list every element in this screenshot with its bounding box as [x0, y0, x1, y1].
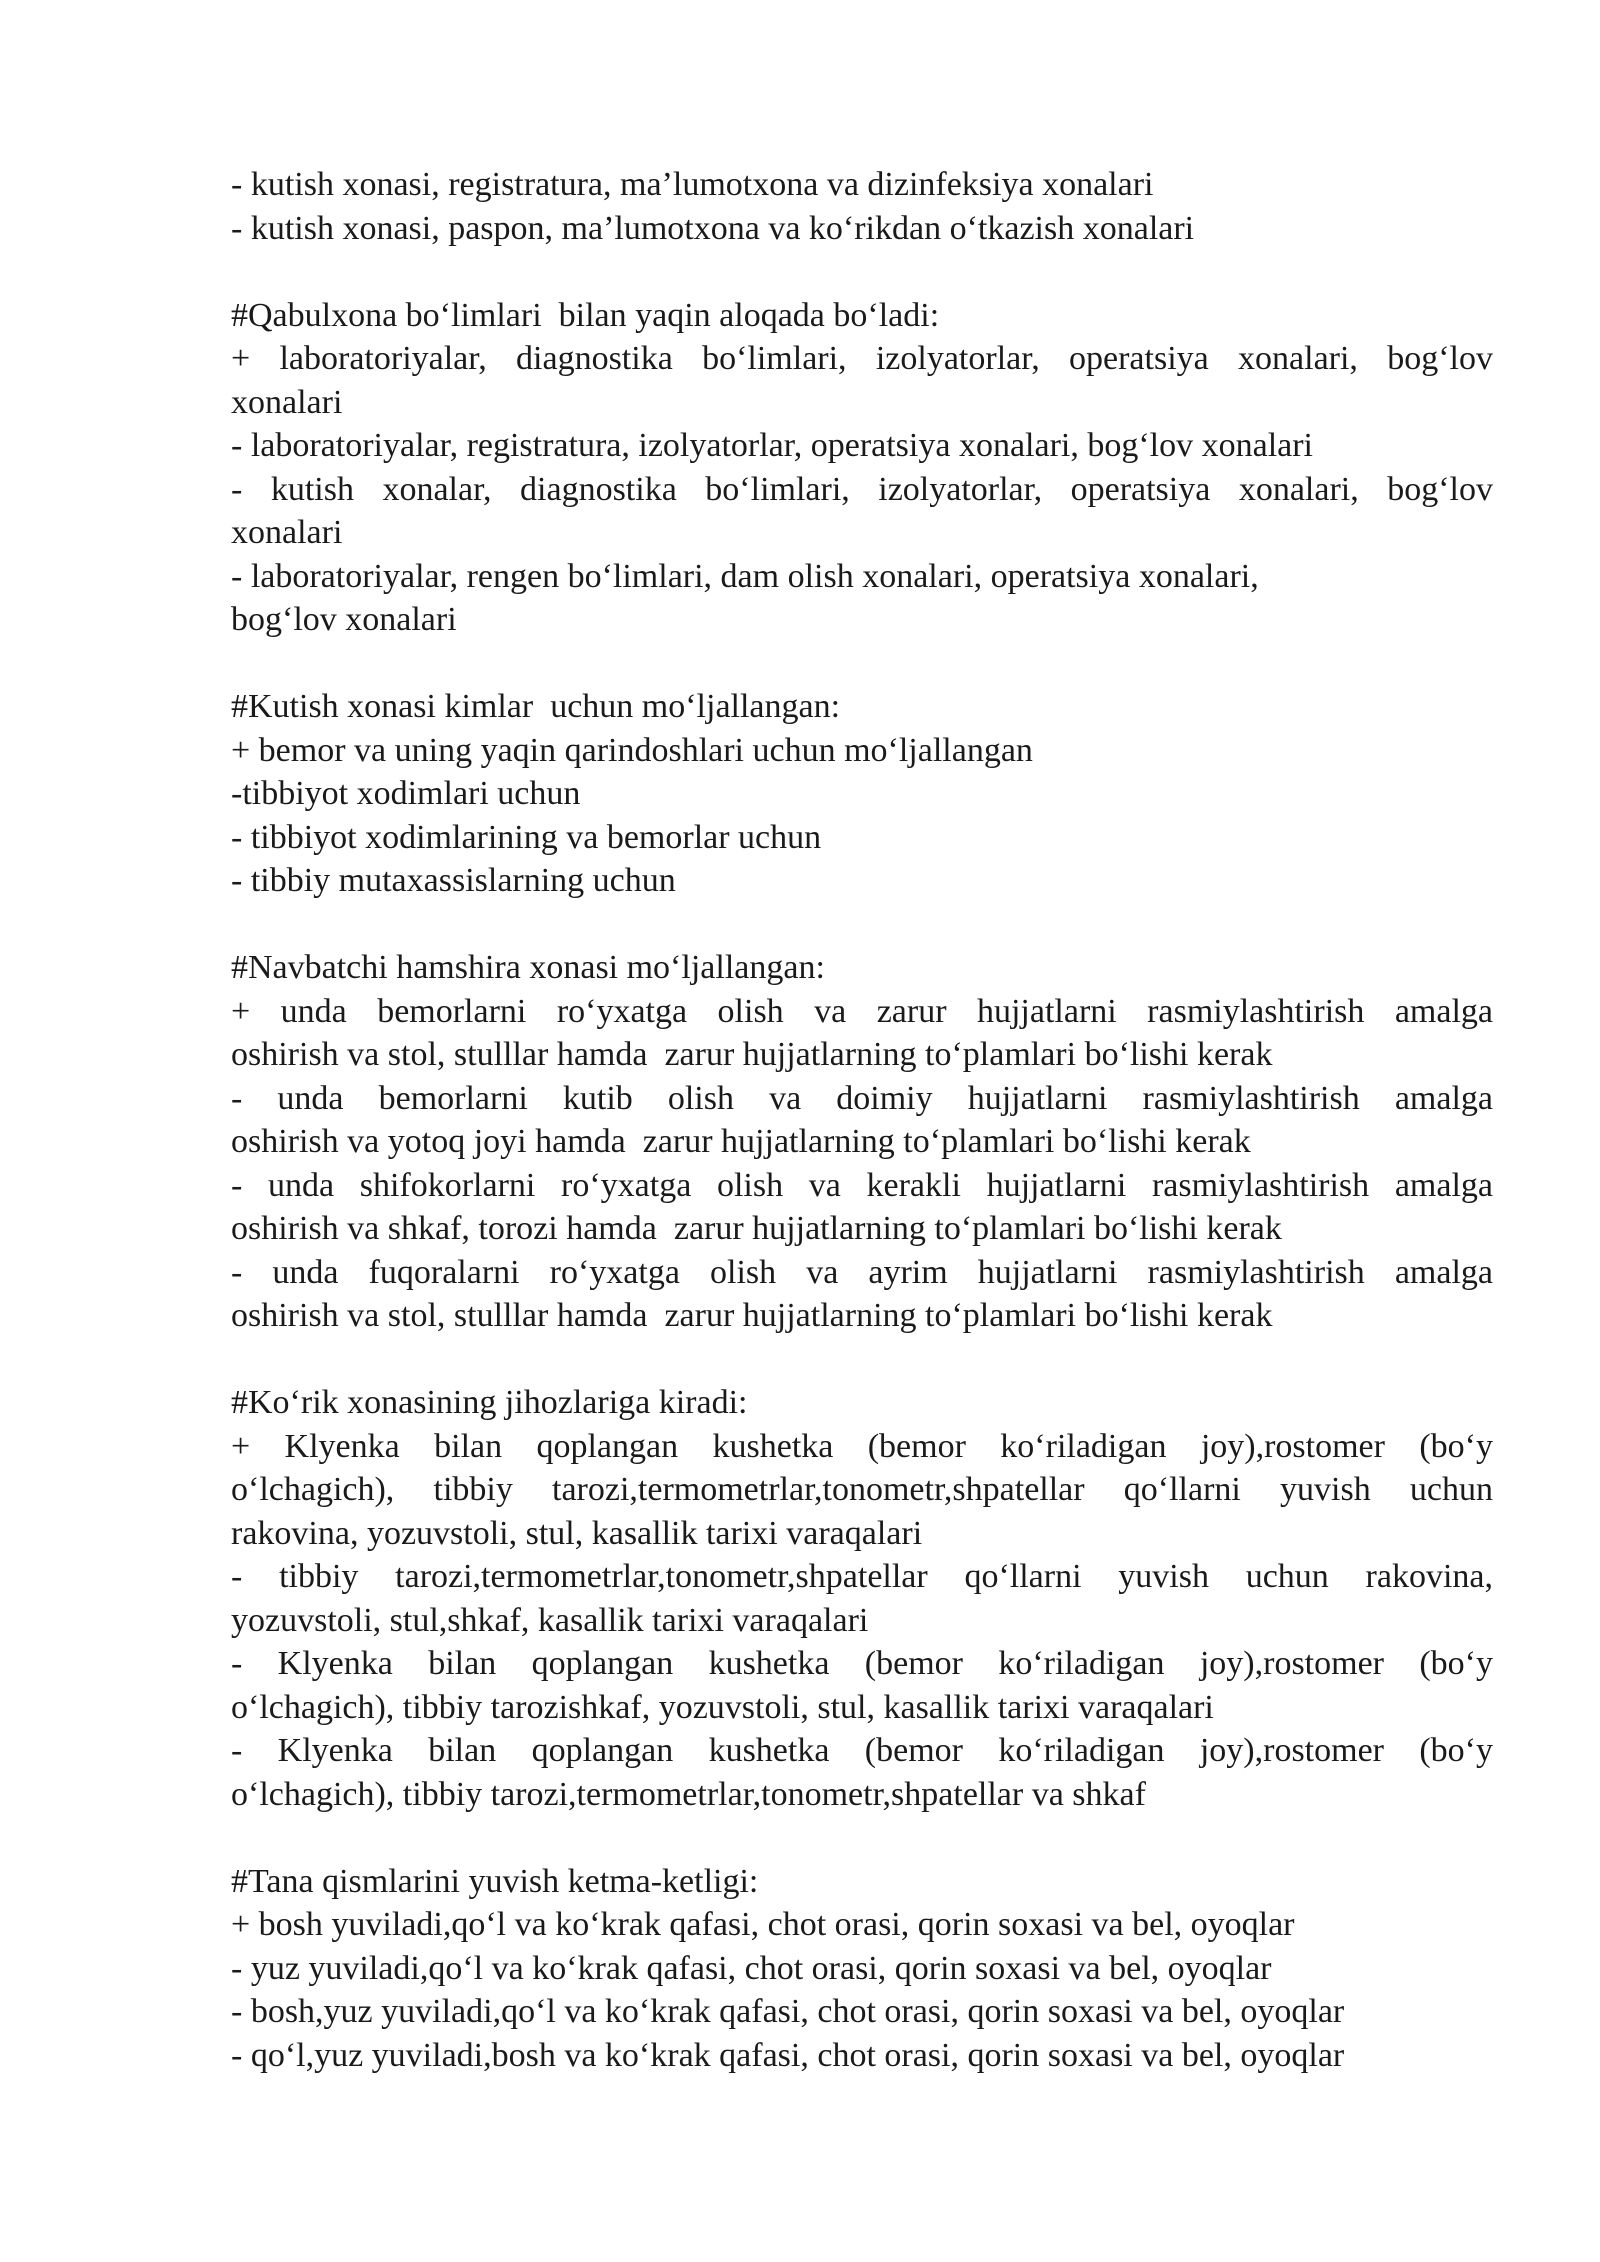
- answer-option: - yuz yuviladi,qo‘l va ko‘krak qafasi, chot orasi, qorin soxasi va bel, oyoqlar: [231, 1949, 1272, 1987]
- intro-options: [231, 163, 1493, 250]
- answer-option-continuation: oshirish va stol, stulllar hamda zarur hujjatlarning to‘plamlari bo‘lishi kerak: [231, 1036, 1273, 1073]
- answer-option-correct: + bosh yuviladi,qo‘l va ko‘krak qafasi, chot orasi, qorin soxasi va bel, oyoqlar: [231, 1906, 1295, 1943]
- answer-option: - unda fuqoralarni ro‘yxatga olish va ayrim hujjatlarni rasmiylashtirish amalga: [231, 1253, 1493, 1291]
- answer-option: - unda bemorlarni kutib olish va doimiy hujjatlarni rasmiylashtirish amalga: [231, 1079, 1493, 1117]
- question-block-3: [231, 946, 1493, 1338]
- answer-option-correct: + laboratoriyalar, diagnostika bo‘limlari, izolyatorlar, operatsiya xonalari, bog‘lov: [231, 340, 1493, 377]
- answer-option-continuation: xonalari: [231, 383, 343, 421]
- answer-option-correct: + unda bemorlarni ro‘yxatga olish va zarur hujjatlarni rasmiylashtirish amalga: [231, 992, 1493, 1030]
- answer-option-continuation: bog‘lov xonalari: [231, 601, 457, 638]
- question-title: #Ko‘rik xonasining jihozlariga kiradi:: [231, 1384, 748, 1421]
- answer-option: - kutish xonasi, registratura, ma’lumotxona va dizinfeksiya xonalari: [231, 166, 1154, 203]
- answer-option-continuation: oshirish va yotoq joyi hamda zarur hujjatlarning to‘plamlari bo‘lishi kerak: [231, 1123, 1251, 1160]
- answer-option-continuation: o‘lchagich), tibbiy tarozi,termometrlar,tonometr,shpatellar va shkaf: [231, 1775, 1146, 1813]
- spacer: [231, 1816, 1493, 1860]
- answer-option-continuation: oshirish va stol, stulllar hamda zarur hujjatlarning to‘plamlari bo‘lishi kerak: [231, 1297, 1273, 1334]
- question-title: #Qabulxona bo‘limlari bilan yaqin aloqada bo‘ladi:: [231, 296, 940, 334]
- answer-option: - Klyenka bilan qoplangan kushetka (bemor ko‘riladigan joy),rostomer (bo‘y: [231, 1732, 1493, 1769]
- answer-option-correct: + Klyenka bilan qoplangan kushetka (bemor ko‘riladigan joy),rostomer (bo‘y: [231, 1427, 1493, 1465]
- answer-option: - qo‘l,yuz yuviladi,bosh va ko‘krak qafasi, chot orasi, qorin soxasi va bel, oyoqlar: [231, 2036, 1345, 2074]
- answer-option-correct: + bemor va uning yaqin qarindoshlari uchun mo‘ljallangan: [231, 731, 1033, 769]
- question-title: #Tana qismlarini yuvish ketma-ketligi:: [231, 1862, 759, 1900]
- spacer: [231, 642, 1493, 686]
- answer-option: - kutish xonasi, paspon, ma’lumotxona va ko‘rikdan o‘tkazish xonalari: [231, 209, 1195, 247]
- answer-option-continuation: o‘lchagich), tibbiy tarozishkaf, yozuvstoli, stul, kasallik tarixi varaqalari: [231, 1688, 1214, 1726]
- spacer: [231, 903, 1493, 947]
- answer-option: - Klyenka bilan qoplangan kushetka (bemor ko‘riladigan joy),rostomer (bo‘y: [231, 1645, 1493, 1682]
- question-block-2: [231, 685, 1493, 903]
- answer-option: -tibbiyot xodimlari uchun: [231, 775, 581, 812]
- spacer: [231, 1338, 1493, 1382]
- answer-option: - tibbiy tarozi,termometrlar,tonometr,shpatellar qo‘llarni yuvish uchun rakovina,: [231, 1558, 1493, 1595]
- answer-option: - kutish xonalar, diagnostika bo‘limlari, izolyatorlar, operatsiya xonalari, bog‘lov: [231, 470, 1493, 508]
- answer-option: - laboratoriyalar, rengen bo‘limlari, dam olish xonalari, operatsiya xonalari,: [231, 557, 1259, 595]
- question-title: #Kutish xonasi kimlar uchun mo‘ljallangan:: [231, 688, 841, 725]
- document-page: [231, 163, 1493, 2077]
- answer-option-continuation: rakovina, yozuvstoli, stul, kasallik tarixi varaqalari: [231, 1514, 923, 1552]
- question-block-5: [231, 1860, 1493, 2078]
- answer-option: - tibbiyot xodimlarining va bemorlar uchun: [231, 818, 822, 856]
- answer-option-continuation: oshirish va shkaf, torozi hamda zarur hujjatlarning to‘plamlari bo‘lishi kerak: [231, 1210, 1282, 1247]
- answer-option-continuation: xonalari: [231, 514, 343, 551]
- question-title: #Navbatchi hamshira xonasi mo‘ljallangan:: [231, 949, 825, 986]
- answer-option: - unda shifokorlarni ro‘yxatga olish va kerakli hujjatlarni rasmiylashtirish amalga: [231, 1166, 1493, 1204]
- question-block-4: [231, 1381, 1493, 1816]
- answer-option: - tibbiy mutaxassislarning uchun: [231, 862, 676, 899]
- question-block-1: [231, 294, 1493, 642]
- answer-option: - laboratoriyalar, registratura, izolyatorlar, operatsiya xonalari, bog‘lov xonalari: [231, 427, 1314, 464]
- answer-option: - bosh,yuz yuviladi,qo‘l va ko‘krak qafasi, chot orasi, qorin soxasi va bel, oyoqlar: [231, 1993, 1345, 2030]
- answer-option-continuation: yozuvstoli, stul,shkaf, kasallik tarixi varaqalari: [231, 1601, 869, 1639]
- answer-option-continuation: o‘lchagich), tibbiy tarozi,termometrlar,tonometr,shpatellar qo‘llarni yuvish uchun: [231, 1471, 1493, 1508]
- spacer: [231, 250, 1493, 294]
